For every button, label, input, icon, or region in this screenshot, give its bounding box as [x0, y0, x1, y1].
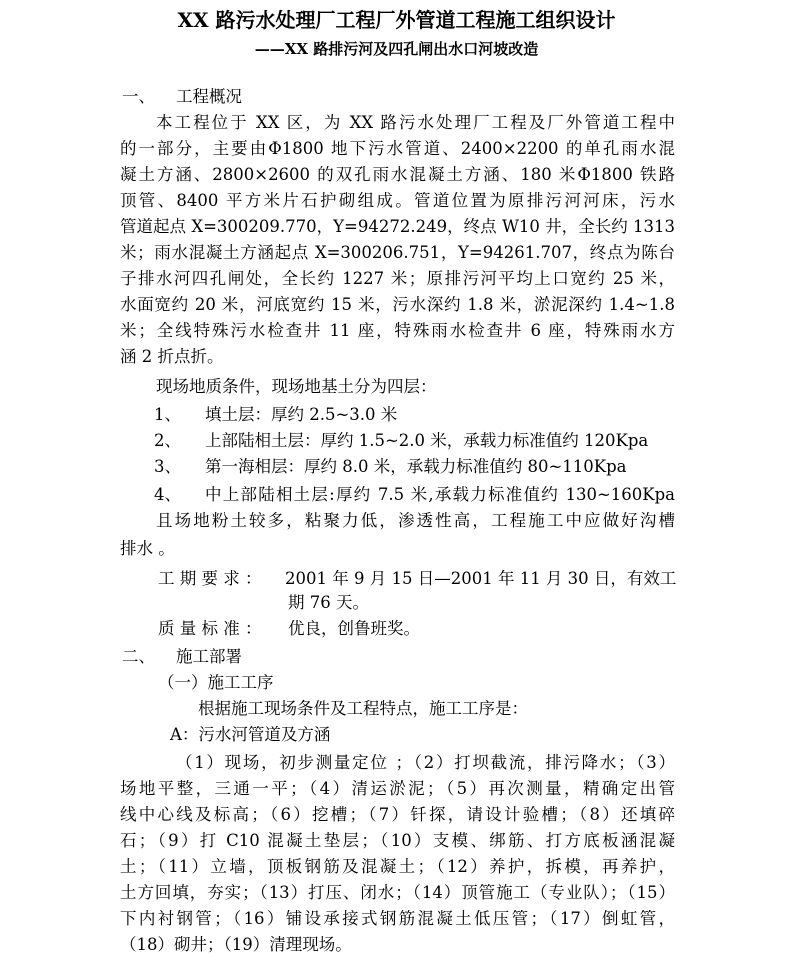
section1-number: 一、 [122, 87, 155, 106]
steps-line-3: 线中心线及标高；（6）挖槽；（7）钎探，请设计验槽；（8）还填碎 [120, 805, 675, 824]
para1-line-8: 水面宽约 20 米，河底宽约 15 米，污水深约 1.8 米，淤泥深约 1.4~1.8 [120, 295, 675, 314]
para1-line-1: 本工程位于 XX 区，为 XX 路污水处理厂工程及厂外管道工程中 [156, 113, 675, 132]
steps-line-6: 土方回填，夯实；（13）打压、闭水；（14）顶管施工（专业队）；（15） [120, 883, 675, 902]
steps-line-8: （18）砌井；（19）清理现场。 [120, 935, 352, 954]
para1-line-7: 子排水河四孔闸处，全长约 1227 米；原排污河平均上口宽约 25 米， [120, 269, 675, 288]
quality-label: 质 量 标 准 ： [158, 619, 262, 638]
layer-3-text: 第一海相层：厚约 8.0 米，承载力标准值约 80~110Kpa [205, 457, 627, 476]
layer-2-text: 上部陆相土层：厚约 1.5~2.0 米，承载力标准值约 120Kpa [205, 431, 649, 450]
para1-line-9: 米；全线特殊污水检查井 11 座，特殊雨水检查井 6 座，特殊雨水方 [120, 321, 675, 340]
para1-line-2: 的一部分，主要由Φ1800 地下污水管道、2400×2200 的单孔雨水混 [120, 139, 675, 158]
section2-heading: 施工部署 [176, 647, 242, 666]
sequence-intro: 根据施工现场条件及工程特点，施工工序是： [198, 699, 528, 718]
layer-1-number: 1、 [154, 405, 181, 424]
section2-number: 二、 [122, 647, 155, 666]
steps-line-1: （1）现场，初步测量定位 ；（2）打坝截流，排污降水；（3） [176, 753, 675, 772]
note-line-1: 且场地粉土较多，粘聚力低，渗透性高，工程施工中应做好沟槽 [156, 511, 675, 530]
layer-4-number: 4、 [154, 485, 181, 504]
schedule-label: 工 期 要 求 ： [158, 569, 262, 588]
layer-3-number: 3、 [154, 457, 181, 476]
steps-line-4: 石；（9）打 C10 混凝土垫层；（10）支模、绑筋、打方底板涵混凝 [120, 831, 675, 850]
para1-line-5: 管道起点 X=300209.770，Y=94272.249，终点 W10 井，全长约 1313 [120, 217, 675, 236]
document-title: XX 路污水处理厂工程厂外管道工程施工组织设计 [177, 8, 616, 32]
layer-2-number: 2、 [154, 431, 181, 450]
para1-line-3: 凝土方涵、2800×2600 的双孔雨水混凝土方涵、180 米Φ1800 铁路 [120, 165, 675, 184]
document-subtitle: ——XX 路排污河及四孔闸出水口河坡改造 [254, 40, 539, 58]
steps-line-5: 土；（11）立墙，顶板钢筋及混凝土；（12）养护，拆模，再养护， [120, 857, 675, 876]
layer-4-text: 中上部陆相土层:厚约 7.5 米,承载力标准值约 130~160Kpa [205, 485, 675, 504]
layer-1-text: 填土层：厚约 2.5~3.0 米 [205, 405, 398, 424]
steps-line-2: 场地平整，三通一平；（4）清运淤泥；（5）再次测量，精确定出管 [120, 779, 675, 798]
note-line-2: 排水 。 [120, 539, 175, 558]
section1-heading: 工程概况 [176, 87, 242, 106]
schedule-value: 2001 年 9 月 15 日—2001 年 11 月 30 日，有效工 [285, 569, 677, 588]
para1-line-6: 米；雨水混凝土方涵起点 X=300206.751，Y=94261.707，终点为陈台 [120, 243, 675, 262]
quality-value: 优良，创鲁班奖。 [288, 619, 420, 638]
schedule-continuation: 期 76 天。 [288, 593, 369, 612]
para1-line-10: 涵 2 折点折。 [120, 347, 224, 366]
steps-line-7: 下内衬钢管；（16）铺设承接式钢筋混凝土低压管；（17）倒虹管， [120, 909, 675, 928]
subsection-1-title: （一）施工工序 [158, 673, 274, 692]
para1-line-4: 顶管、8400 平方米片石护砌组成。管道位置为原排污河河床，污水 [120, 191, 675, 210]
part-a-heading: A：污水河管道及方涵 [170, 725, 331, 744]
geology-intro: 现场地质条件，现场地基土分为四层： [156, 377, 437, 396]
